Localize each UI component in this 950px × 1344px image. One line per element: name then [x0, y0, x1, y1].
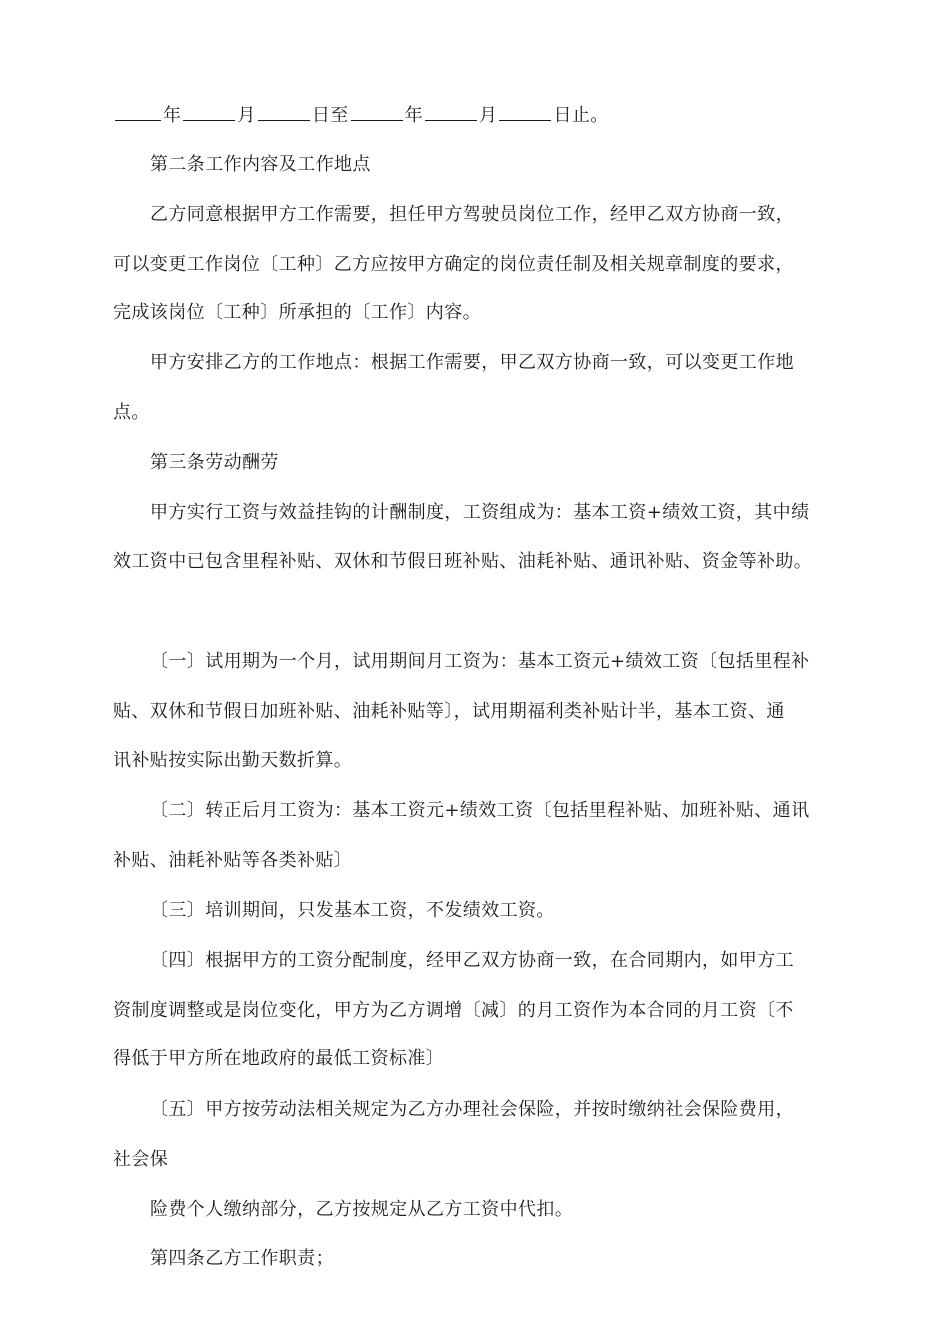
end-year-blank: [351, 104, 403, 121]
end-day-blank: [499, 104, 551, 121]
start-year-blank: [115, 104, 161, 121]
clause-5-line: 〔五〕甲方按劳动法相关规定为乙方办理社会保险，并按时缴纳社会保险费用，: [150, 1099, 794, 1120]
end-month-label: 月: [479, 105, 498, 126]
body-text-line: 甲方实行工资与效益挂钩的计酬制度，工资组成为：基本工资+绩效工资，其中绩: [150, 502, 810, 523]
article-4-heading: 第四条乙方工作职责；: [150, 1248, 334, 1269]
clause-5-line: 社会保: [113, 1149, 169, 1170]
body-text-line: 乙方同意根据甲方工作需要，担任甲方驾驶员岗位工作，经甲乙双方协商一致，: [150, 204, 794, 225]
clause-1-line: 贴、双休和节假日加班补贴、油耗补贴等〕，试用期福利类补贴计半，基本工资、通: [113, 701, 785, 722]
contract-term-date-line: [113, 104, 848, 127]
clause-4-line: 资制度调整或是岗位变化，甲方为乙方调增〔减〕的月工资作为本合同的月工资〔不: [113, 1000, 794, 1021]
clause-1-line: 〔一〕试用期为一个月，试用期间月工资为：基本工资元+绩效工资〔包括里程补: [150, 651, 810, 672]
clause-2-line: 补贴、油耗补贴等各类补贴〕: [113, 850, 353, 871]
start-year-label: 年: [163, 105, 182, 126]
article-3-heading: 第三条劳动酬劳: [150, 452, 279, 473]
start-month-blank: [183, 104, 235, 121]
body-text-line: 效工资中已包含里程补贴、双休和节假日班补贴、油耗补贴、通讯补贴、资金等补助。: [113, 551, 813, 572]
end-day-label: 日止。: [553, 105, 609, 126]
end-month-blank: [425, 104, 477, 121]
clause-1-line: 讯补贴按实际出勤天数折算。: [113, 750, 353, 771]
body-text-line: 甲方安排乙方的工作地点：根据工作需要，甲乙双方协商一致，可以变更工作地: [150, 352, 794, 373]
body-text-line: 点。: [113, 402, 150, 423]
end-year-label: 年: [404, 105, 424, 126]
clause-4-line: 〔四〕根据甲方的工资分配制度，经甲乙双方协商一致，在合同期内，如甲方工: [150, 950, 794, 971]
body-text-line: 险费个人缴纳部分，乙方按规定从乙方工资中代扣。: [150, 1199, 574, 1220]
body-text-line: 完成该岗位〔工种〕所承担的〔工作〕内容。: [113, 302, 481, 323]
start-month-label: 月: [237, 105, 256, 126]
article-2-heading: 第二条工作内容及工作地点: [150, 154, 371, 175]
clause-2-line: 〔二〕转正后月工资为：基本工资元+绩效工资〔包括里程补贴、加班补贴、通讯: [150, 800, 810, 821]
clause-3-line: 〔三〕培训期间，只发基本工资，不发绩效工资。: [150, 900, 555, 921]
start-day-blank: [258, 104, 310, 121]
clause-4-line: 得低于甲方所在地政府的最低工资标准〕: [113, 1048, 445, 1069]
body-text-line: 可以变更工作岗位〔工种〕乙方应按甲方确定的岗位责任制及相关规章制度的要求，: [113, 254, 794, 275]
start-day-label: 日至: [311, 105, 349, 126]
